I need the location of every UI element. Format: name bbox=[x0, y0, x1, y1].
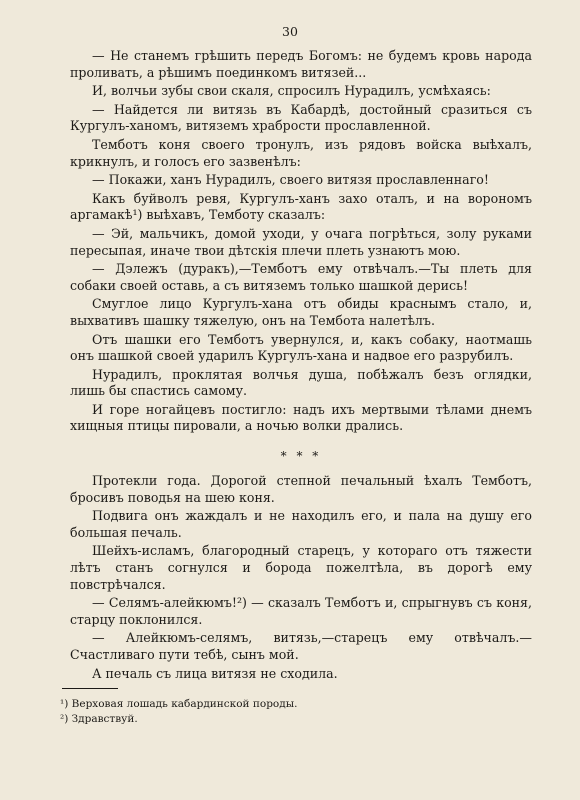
paragraph: Шейхъ-исламъ, благородный старецъ, у котораго отъ тяжести лѣтъ станъ согнулся и борода пожелтѣла, въ дорогѣ ему повстрѣчался. bbox=[70, 543, 532, 592]
section-separator: * * * bbox=[280, 449, 322, 464]
paragraph: Смуглое лицо Кургулъ-хана отъ обиды краснымъ стало, и, выхвативъ шашку тяжелую, онъ на Тембота налетѣлъ. bbox=[70, 296, 532, 328]
paragraph: — Покажи, ханъ Нурадилъ, своего витязя прославленнаго! bbox=[92, 172, 489, 188]
footnote: ¹) Верховая лошадь кабардинской породы. bbox=[60, 698, 298, 710]
paragraph: И, волчьи зубы свои скаля, спросилъ Нурадилъ, усмѣхаясь: bbox=[92, 83, 491, 99]
paragraph: Какъ буйволъ ревя, Кургулъ-ханъ захо оталъ, и на ворономъ аргамакѣ¹) выѣхавъ, Темботу сказалъ: bbox=[70, 190, 532, 223]
paragraph: — Алейкюмъ-селямъ, витязь,—старецъ ему отвѣчалъ.—Счастливаго пути тебѣ, сынъ мой. bbox=[70, 630, 532, 662]
paragraph: — Найдется ли витязь въ Кабардѣ, достойный сразиться съ Кургулъ-ханомъ, витяземъ храбрости прославленной. bbox=[70, 101, 532, 134]
page-number: 30 bbox=[282, 24, 298, 39]
paragraph: А печаль съ лица витязя не сходила. bbox=[92, 665, 338, 681]
paragraph: Подвига онъ жаждалъ и не находилъ его, и пала на душу его большая печаль. bbox=[70, 508, 532, 540]
paragraph: Темботъ коня своего тронулъ, изъ рядовъ войска выѣхалъ, крикнулъ, и голосъ его зазвенѣлъ: bbox=[70, 136, 532, 169]
paragraph: И горе ногайцевъ постигло: надъ ихъ мертвыми тѣлами днемъ хищныя птицы пировали, а ночью волки дрались. bbox=[70, 401, 532, 434]
footnote-divider bbox=[62, 688, 118, 689]
paragraph: Нурадилъ, проклятая волчья душа, побѣжалъ безъ оглядки, лишь бы спастись самому. bbox=[70, 366, 532, 399]
paragraph: Отъ шашки его Темботъ увернулся, и, какъ собаку, наотмашь онъ шашкой своей ударилъ Кургулъ-хана и надвое его разрубилъ. bbox=[70, 331, 532, 364]
footnotes bbox=[60, 697, 520, 727]
paragraph: — Не станемъ грѣшить передъ Богомъ: не будемъ кровь народа проливать, а рѣшимъ поединкомъ витязей... bbox=[70, 48, 532, 80]
footnote: ²) Здравствуй. bbox=[60, 713, 138, 725]
paragraph: — Эй, мальчикъ, домой уходи, у очага погрѣться, золу руками пересыпая, иначе твои дѣтскія плечи плеть узнаютъ мою. bbox=[70, 225, 532, 258]
paragraph: — Дэлежъ (дуракъ),—Темботъ ему отвѣчалъ.—Ты плеть для собаки своей оставь, а съ витяземъ только шашкой дерись! bbox=[70, 261, 532, 293]
paragraph: Протекли года. Дорогой степной печальный ѣхалъ Темботъ, бросивъ поводья на шею коня. bbox=[70, 473, 532, 505]
body-text bbox=[70, 48, 532, 684]
paragraph: — Селямъ-алейкюмъ!²) — сказалъ Темботъ и, спрыгнувъ съ коня, старцу поклонился. bbox=[70, 595, 532, 627]
